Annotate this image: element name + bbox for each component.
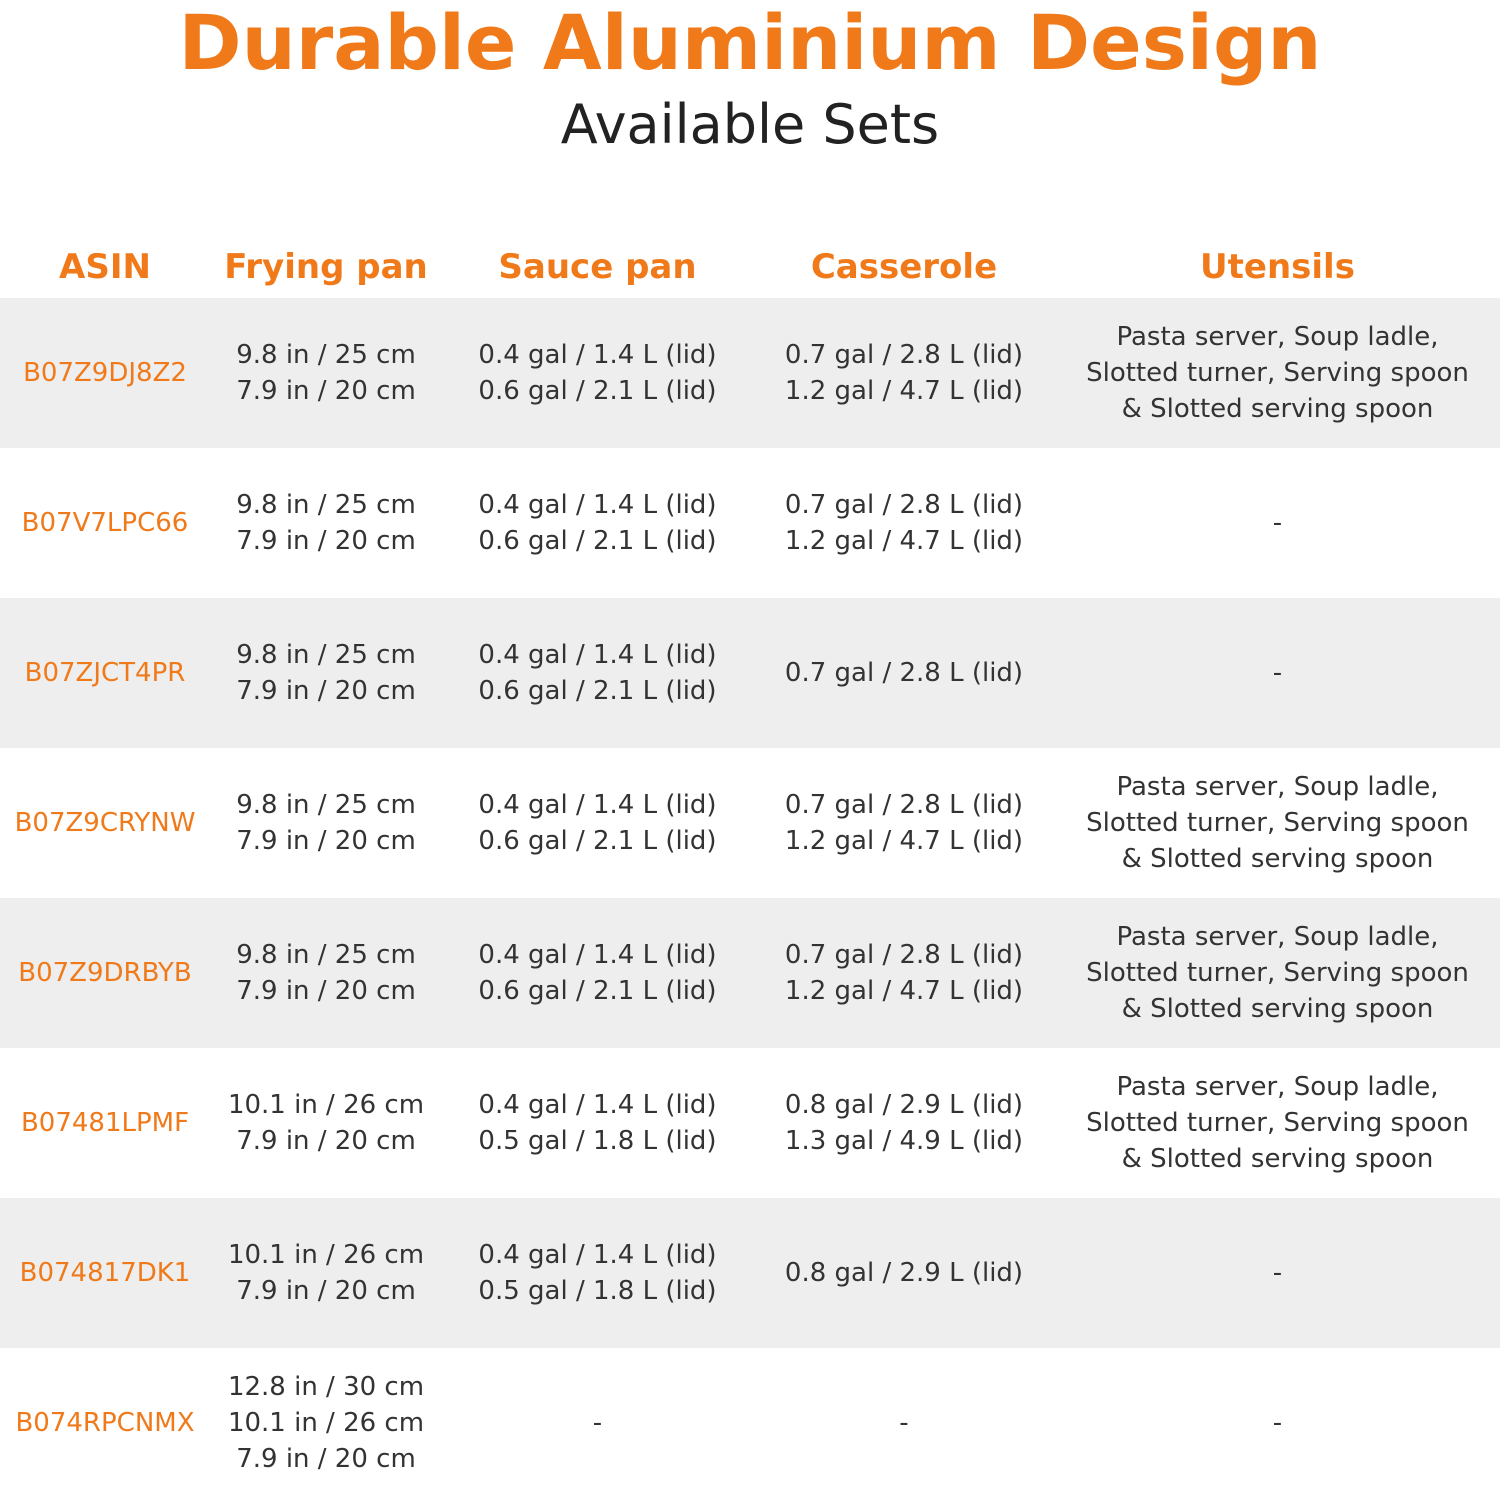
table-row	[0, 1048, 1500, 1198]
cell-line: -	[1272, 658, 1283, 688]
cell-line: 1.3 gal / 4.9 L (lid)	[784, 1126, 1024, 1156]
cell-sauce-pan	[450, 1348, 745, 1498]
cell-frying-pan	[210, 898, 442, 1048]
table-row	[0, 598, 1500, 748]
cell-line: 0.6 gal / 2.1 L (lid)	[478, 676, 717, 706]
page-title: Durable Aluminium Design	[178, 0, 1322, 87]
cell-frying-pan	[210, 748, 442, 898]
cell-line: 1.2 gal / 4.7 L (lid)	[784, 826, 1024, 856]
cell-asin: B07Z9DRBYB	[18, 958, 192, 988]
cell-line: & Slotted serving spoon	[1121, 1144, 1434, 1174]
cell-asin: B074817DK1	[19, 1258, 191, 1288]
cell-line: 7.9 in / 20 cm	[236, 826, 416, 856]
cell-line: 1.2 gal / 4.7 L (lid)	[784, 976, 1024, 1006]
cell-line: 0.5 gal / 1.8 L (lid)	[478, 1126, 717, 1156]
cell-line: Pasta server, Soup ladle,	[1116, 1072, 1439, 1102]
cell-line: 9.8 in / 25 cm	[236, 490, 416, 520]
header-sauce-pan: Sauce pan	[498, 247, 697, 287]
cell-utensils	[1060, 748, 1495, 898]
cell-line: 9.8 in / 25 cm	[236, 340, 416, 370]
cell-line: 0.6 gal / 2.1 L (lid)	[478, 526, 717, 556]
cell-asin: B07Z9DJ8Z2	[23, 358, 187, 388]
cell-utensils	[1060, 1348, 1495, 1498]
cell-asin: B07ZJCT4PR	[24, 658, 186, 688]
cell-line: & Slotted serving spoon	[1121, 844, 1434, 874]
cell-line: 9.8 in / 25 cm	[236, 640, 416, 670]
cell-utensils	[1060, 598, 1495, 748]
cell-line: 7.9 in / 20 cm	[236, 1444, 416, 1474]
cell-line: 7.9 in / 20 cm	[236, 526, 416, 556]
cell-line: 0.6 gal / 2.1 L (lid)	[478, 976, 717, 1006]
cell-casserole	[755, 1198, 1053, 1348]
cell-utensils	[1060, 898, 1495, 1048]
cell-line: 0.6 gal / 2.1 L (lid)	[478, 376, 717, 406]
cell-line: 12.8 in / 30 cm	[227, 1372, 425, 1402]
cell-line: 0.5 gal / 1.8 L (lid)	[478, 1276, 717, 1306]
cell-utensils	[1060, 1198, 1495, 1348]
header-asin: ASIN	[59, 247, 151, 287]
cell-casserole	[755, 298, 1053, 448]
cell-casserole	[755, 448, 1053, 598]
cell-line: -	[1272, 1258, 1283, 1288]
cell-line: 1.2 gal / 4.7 L (lid)	[784, 526, 1024, 556]
cell-line: 0.4 gal / 1.4 L (lid)	[478, 940, 717, 970]
cell-utensils	[1060, 448, 1495, 598]
cell-line: & Slotted serving spoon	[1121, 994, 1434, 1024]
cell-line: 7.9 in / 20 cm	[236, 1126, 416, 1156]
cell-line: & Slotted serving spoon	[1121, 394, 1434, 424]
cell-frying-pan	[210, 1048, 442, 1198]
cell-sauce-pan	[450, 748, 745, 898]
cell-line: 10.1 in / 26 cm	[227, 1240, 425, 1270]
cell-line: Slotted turner, Serving spoon	[1086, 808, 1469, 838]
cell-line: Slotted turner, Serving spoon	[1086, 358, 1469, 388]
table-row	[0, 1198, 1500, 1348]
cell-line: 0.4 gal / 1.4 L (lid)	[478, 490, 717, 520]
table-row	[0, 448, 1500, 598]
cell-line: -	[899, 1408, 909, 1438]
cell-line: 0.7 gal / 2.8 L (lid)	[784, 790, 1024, 820]
cell-sauce-pan	[450, 298, 745, 448]
cell-line: 7.9 in / 20 cm	[236, 676, 416, 706]
cell-asin: B074RPCNMX	[15, 1408, 195, 1438]
cell-line: 10.1 in / 26 cm	[227, 1090, 425, 1120]
cell-line: 0.8 gal / 2.9 L (lid)	[784, 1090, 1024, 1120]
cell-line: 0.4 gal / 1.4 L (lid)	[478, 790, 717, 820]
cell-line: -	[592, 1408, 603, 1438]
cell-asin: B07V7LPC66	[21, 508, 189, 538]
cell-line: 7.9 in / 20 cm	[236, 376, 416, 406]
cell-asin: B07Z9CRYNW	[14, 808, 196, 838]
cell-line: 0.4 gal / 1.4 L (lid)	[478, 1090, 717, 1120]
cell-line: Pasta server, Soup ladle,	[1116, 922, 1439, 952]
cell-line: Slotted turner, Serving spoon	[1086, 1108, 1469, 1138]
cell-line: 0.7 gal / 2.8 L (lid)	[784, 658, 1024, 688]
cell-line: 0.4 gal / 1.4 L (lid)	[478, 340, 717, 370]
header-frying-pan: Frying pan	[224, 247, 428, 287]
cell-line: Slotted turner, Serving spoon	[1086, 958, 1469, 988]
table-row	[0, 1348, 1500, 1498]
cell-line: Pasta server, Soup ladle,	[1116, 772, 1439, 802]
table-row	[0, 748, 1500, 898]
cell-frying-pan	[210, 598, 442, 748]
table-header	[0, 240, 1500, 298]
table-row	[0, 898, 1500, 1048]
cell-line: -	[1272, 508, 1283, 538]
cell-casserole	[755, 748, 1053, 898]
cell-line: Pasta server, Soup ladle,	[1116, 322, 1439, 352]
cell-line: 10.1 in / 26 cm	[227, 1408, 425, 1438]
cell-frying-pan	[210, 298, 442, 448]
cell-frying-pan	[210, 1198, 442, 1348]
table-body	[0, 298, 1500, 1498]
cell-line: 7.9 in / 20 cm	[236, 976, 416, 1006]
sets-table	[0, 240, 1500, 1498]
header-utensils: Utensils	[1200, 247, 1355, 287]
cell-line: -	[1272, 1408, 1283, 1438]
cell-line: 0.7 gal / 2.8 L (lid)	[784, 340, 1024, 370]
cell-utensils	[1060, 298, 1495, 448]
cell-line: 1.2 gal / 4.7 L (lid)	[784, 376, 1024, 406]
cell-line: 0.8 gal / 2.9 L (lid)	[784, 1258, 1024, 1288]
cell-utensils	[1060, 1048, 1495, 1198]
cell-line: 0.6 gal / 2.1 L (lid)	[478, 826, 717, 856]
header-casserole: Casserole	[810, 247, 998, 287]
cell-sauce-pan	[450, 898, 745, 1048]
cell-line: 0.7 gal / 2.8 L (lid)	[784, 490, 1024, 520]
page-subtitle: Available Sets	[560, 93, 940, 156]
cell-asin: B07481LPMF	[20, 1108, 190, 1138]
cell-sauce-pan	[450, 1198, 745, 1348]
cell-line: 9.8 in / 25 cm	[236, 940, 416, 970]
cell-frying-pan	[210, 448, 442, 598]
cell-casserole	[755, 1348, 1053, 1498]
cell-frying-pan	[210, 1348, 442, 1498]
cell-sauce-pan	[450, 448, 745, 598]
cell-casserole	[755, 598, 1053, 748]
table-row	[0, 298, 1500, 448]
cell-line: 0.4 gal / 1.4 L (lid)	[478, 640, 717, 670]
cell-casserole	[755, 1048, 1053, 1198]
cell-casserole	[755, 898, 1053, 1048]
cell-sauce-pan	[450, 598, 745, 748]
cell-line: 0.4 gal / 1.4 L (lid)	[478, 1240, 717, 1270]
cell-sauce-pan	[450, 1048, 745, 1198]
cell-line: 7.9 in / 20 cm	[236, 1276, 416, 1306]
cell-line: 0.7 gal / 2.8 L (lid)	[784, 940, 1024, 970]
cell-line: 9.8 in / 25 cm	[236, 790, 416, 820]
